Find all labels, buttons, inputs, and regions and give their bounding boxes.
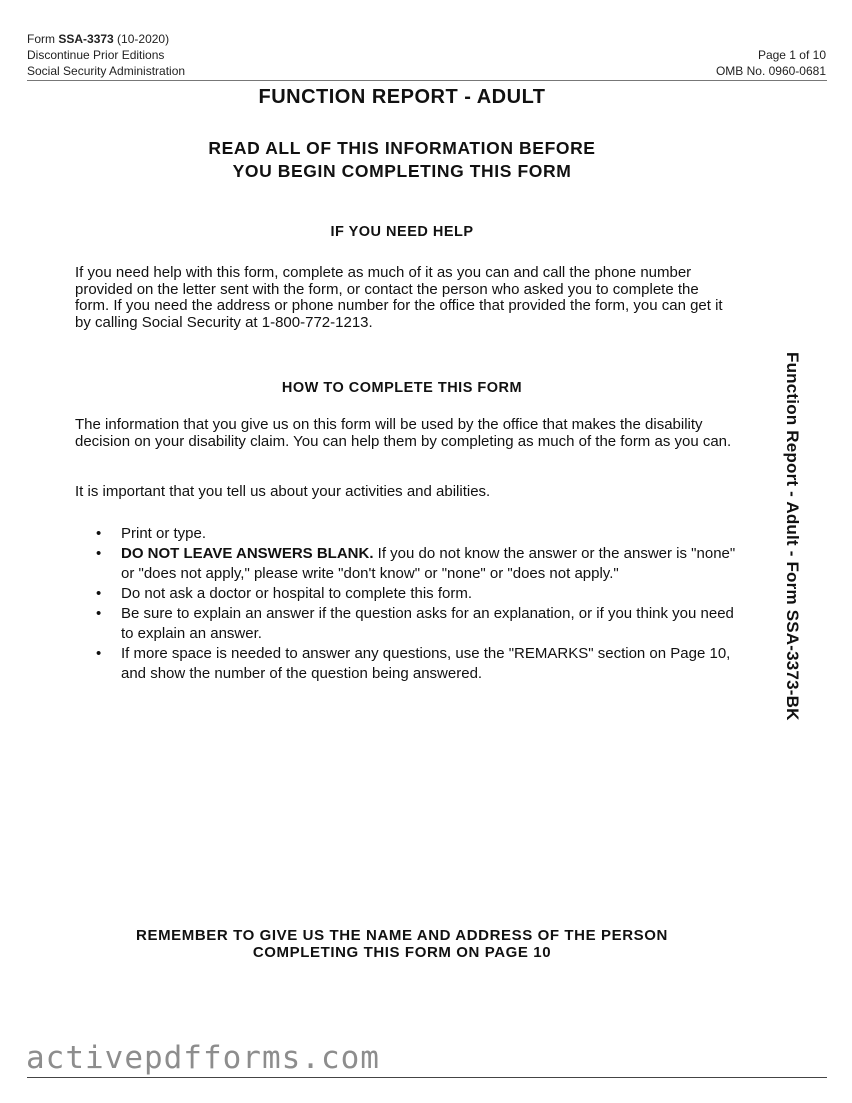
activities-paragraph: It is important that you tell us about your activities and abilities. xyxy=(75,483,491,500)
how-to-heading: HOW TO COMPLETE THIS FORM xyxy=(281,380,523,396)
remember-line-1: REMEMBER TO GIVE US THE NAME AND ADDRESS OF THE PERSON xyxy=(136,927,668,944)
remember-line-2: COMPLETING THIS FORM ON PAGE 10 xyxy=(252,944,552,961)
form-number: SSA-3373 xyxy=(58,32,114,46)
read-all-line-2: YOU BEGIN COMPLETING THIS FORM xyxy=(232,161,572,181)
list-item xyxy=(96,584,736,604)
list-item xyxy=(96,524,736,544)
form-header-left xyxy=(27,31,185,79)
watermark: activepdfforms.com xyxy=(26,1040,380,1076)
form-header-right xyxy=(716,47,826,79)
agency-name: Social Security Administration xyxy=(27,64,186,78)
read-all-notice xyxy=(0,137,804,183)
list-item-text: Print or type. xyxy=(121,525,207,542)
form-prefix: Form xyxy=(27,32,59,46)
bullet-icon: • xyxy=(96,525,102,542)
remember-notice xyxy=(0,927,804,961)
how-to-paragraph: The information that you give us on this form will be used by the office that makes the disability decision on your disability claim. You can help them by completing as much of the form as you can. xyxy=(75,416,732,450)
discontinue-note: Discontinue Prior Editions xyxy=(27,48,165,62)
help-paragraph: If you need help with this form, complete as much of it as you can and call the phone number provided on the letter sent with the form, or contact the person who asked you to complete the form. If you need the address or phone number for the office that provided the form, you can get it by calling Social Security at 1-800-772-1213. xyxy=(75,264,723,331)
omb-number: OMB No. 0960-0681 xyxy=(715,64,826,78)
page-title: FUNCTION REPORT - ADULT xyxy=(258,86,546,108)
list-item-text: Do not ask a doctor or hospital to complete this form. xyxy=(121,585,472,602)
list-item xyxy=(96,604,736,644)
list-item-text: If you do not know the answer or the answer is "none" or "does not apply," please write "don't know" or "none" or "does not apply." xyxy=(121,545,736,582)
list-item xyxy=(96,544,736,584)
list-item-text: If more space is needed to answer any questions, use the "REMARKS" section on Page 10, and show the number of the question being answered. xyxy=(121,645,731,682)
header-divider xyxy=(27,80,827,81)
form-date: (10-2020) xyxy=(113,32,170,46)
bullet-icon: • xyxy=(96,645,102,662)
form-id-line xyxy=(27,31,185,47)
page-number: Page 1 of 10 xyxy=(757,48,826,62)
bullet-icon: • xyxy=(96,545,102,562)
instruction-list xyxy=(96,524,736,684)
list-item xyxy=(96,644,736,684)
footer-divider xyxy=(27,1077,827,1078)
bullet-icon: • xyxy=(96,585,102,602)
bullet-icon: • xyxy=(96,605,102,622)
help-heading: IF YOU NEED HELP xyxy=(330,224,474,240)
side-form-label: Function Report - Adult - Form SSA-3373-BK xyxy=(783,352,802,721)
list-item-emphasis: DO NOT LEAVE ANSWERS BLANK. xyxy=(121,545,374,562)
read-all-line-1: READ ALL OF THIS INFORMATION BEFORE xyxy=(208,138,596,158)
list-item-text: Be sure to explain an answer if the question asks for an explanation, or if you think you need to explain an answer. xyxy=(121,605,734,642)
